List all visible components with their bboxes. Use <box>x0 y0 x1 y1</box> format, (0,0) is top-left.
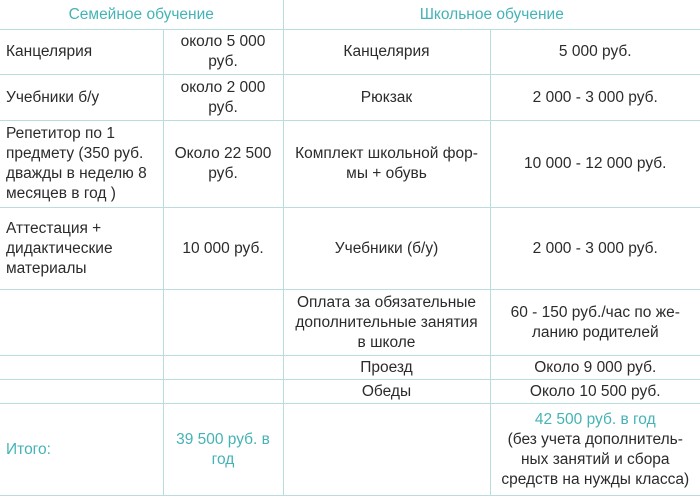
school-cost: 5 000 руб. <box>490 30 700 75</box>
empty-cell <box>0 290 163 356</box>
family-cost: около 2 000 руб. <box>163 75 283 121</box>
header-family: Семейное обучение <box>0 0 283 30</box>
family-cost: Около 22 500 руб. <box>163 121 283 208</box>
school-cost: Около 9 000 руб. <box>490 356 700 380</box>
school-cost: 2 000 - 3 000 руб. <box>490 208 700 290</box>
empty-cell <box>283 404 490 496</box>
header-row <box>0 0 700 30</box>
table-row <box>0 290 700 356</box>
table-row <box>0 121 700 208</box>
school-item: Канцелярия <box>283 30 490 75</box>
total-school <box>490 404 700 496</box>
school-item: Оплата за обязательные дополнительные занятия в школе <box>283 290 490 356</box>
table-row <box>0 75 700 121</box>
school-item: Проезд <box>283 356 490 380</box>
total-label: Итого: <box>0 404 163 496</box>
empty-cell <box>163 356 283 380</box>
school-item: Учебники (б/у) <box>283 208 490 290</box>
family-cost: около 5 000 руб. <box>163 30 283 75</box>
school-item: Рюкзак <box>283 75 490 121</box>
table-row <box>0 356 700 380</box>
table-row <box>0 208 700 290</box>
empty-cell <box>163 290 283 356</box>
total-school-note: (без учета дополнитель-ных занятий и сбора средств на нужды класса) <box>501 430 690 488</box>
family-item: Канцелярия <box>0 30 163 75</box>
school-cost: 10 000 - 12 000 руб. <box>490 121 700 208</box>
school-cost: 2 000 - 3 000 руб. <box>490 75 700 121</box>
header-school: Школьное обучение <box>283 0 700 30</box>
empty-cell <box>0 380 163 404</box>
empty-cell <box>163 380 283 404</box>
total-school-sum: 42 500 руб. в год <box>534 410 656 428</box>
family-item: Аттестация + дидактические материалы <box>0 208 163 290</box>
family-item: Учебники б/у <box>0 75 163 121</box>
school-item: Комплект школьной фор-мы + обувь <box>283 121 490 208</box>
empty-cell <box>0 356 163 380</box>
total-row <box>0 404 700 496</box>
school-item: Обеды <box>283 380 490 404</box>
table-row <box>0 30 700 75</box>
family-cost: 10 000 руб. <box>163 208 283 290</box>
family-item: Репетитор по 1 предмету (350 руб. дважды в неделю 8 месяцев в год ) <box>0 121 163 208</box>
school-cost: 60 - 150 руб./час по же-ланию родителей <box>490 290 700 356</box>
school-cost: Около 10 500 руб. <box>490 380 700 404</box>
total-family: 39 500 руб. в год <box>163 404 283 496</box>
table-row <box>0 380 700 404</box>
